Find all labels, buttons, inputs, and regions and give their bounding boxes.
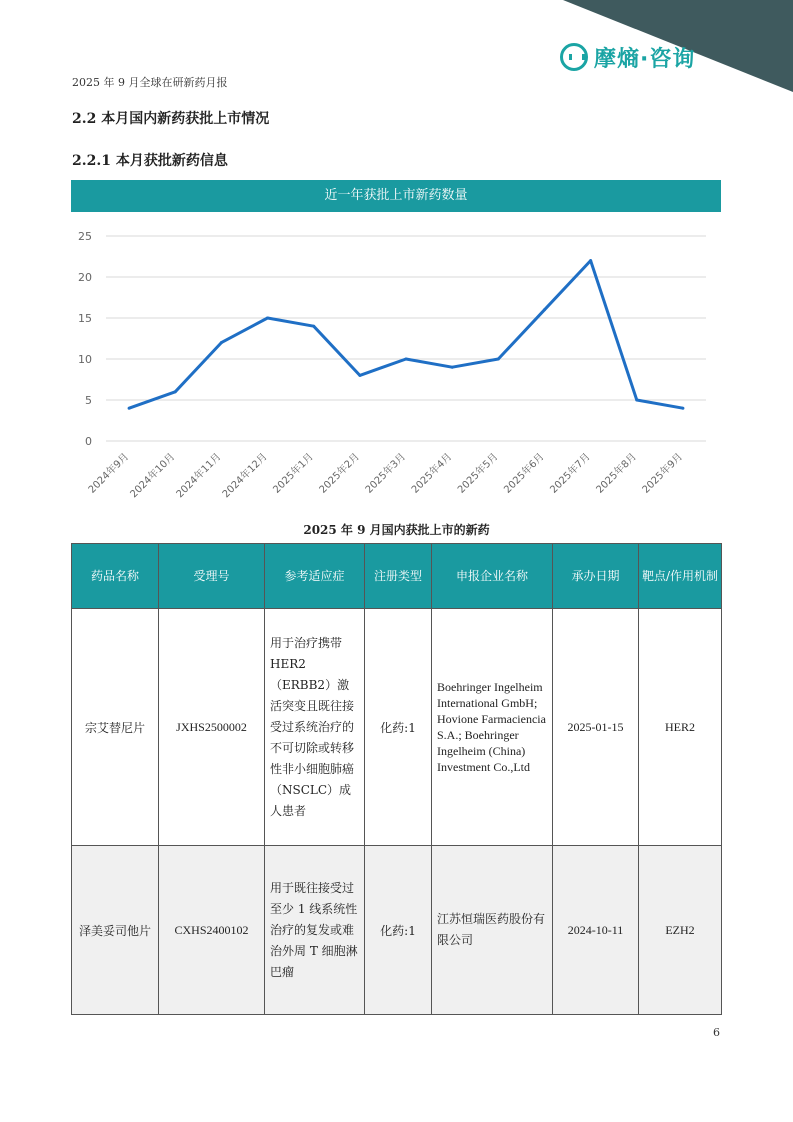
cell-target: EZH2: [639, 846, 722, 1015]
col-header-drug-name: 药品名称: [72, 544, 159, 609]
data-point: [266, 317, 269, 320]
data-point: [128, 407, 131, 410]
subsection-heading: 2.2.1 本月获批新药信息: [72, 153, 228, 169]
series-line: [129, 261, 683, 409]
y-tick-label: 20: [78, 271, 92, 284]
x-tick-label: 2025年2月: [317, 451, 362, 496]
cell-acceptance-no: CXHS2400102: [159, 846, 265, 1015]
chart-plot-area: [71, 212, 721, 510]
cell-applicant: 江苏恒瑞医药股份有限公司: [432, 846, 553, 1015]
y-tick-label: 0: [85, 435, 92, 448]
cell-applicant: Boehringer Ingelheim International GmbH; Hovione Farmaciencia S.A.; Boehringer Ingelheim (China) Investment Co.,Ltd: [432, 609, 553, 846]
brand-logo: [560, 40, 695, 74]
page-number: 6: [713, 1026, 720, 1039]
x-tick-label: 2025年5月: [456, 451, 501, 496]
x-tick-label: 2025年9月: [640, 451, 686, 496]
x-tick-label: 2025年4月: [409, 451, 455, 496]
logo-icon: [560, 43, 588, 71]
x-tick-label: 2024年9月: [86, 451, 132, 496]
x-tick-label: 2025年6月: [502, 451, 547, 496]
col-header-applicant: 申报企业名称: [432, 544, 553, 609]
data-point: [681, 407, 684, 410]
x-tick-label: 2025年1月: [271, 451, 316, 496]
drug-table: [71, 543, 722, 1015]
cell-target: HER2: [639, 609, 722, 846]
cell-reg-type: 化药:1: [365, 609, 432, 846]
data-point: [405, 358, 408, 361]
x-tick-label: 2025年7月: [548, 451, 593, 496]
logo-text: 摩熵·咨询: [594, 46, 696, 72]
y-tick-label: 5: [85, 394, 92, 407]
table-row: [72, 609, 722, 846]
cell-date: 2024-10-11: [553, 846, 639, 1015]
cell-reg-type: 化药:1: [365, 846, 432, 1015]
section-heading: 2.2 本月国内新药获批上市情况: [72, 111, 270, 127]
data-point: [220, 341, 223, 344]
col-header-target: 靶点/作用机制: [639, 544, 722, 609]
table-header-row: [72, 544, 722, 609]
col-header-reg-type: 注册类型: [365, 544, 432, 609]
data-point: [451, 366, 454, 369]
table-caption: 2025 年 9 月国内获批上市的新药: [303, 523, 490, 537]
x-tick-label: 2025年8月: [594, 451, 639, 496]
col-header-indication: 参考适应症: [265, 544, 365, 609]
chart-title: 近一年获批上市新药数量: [71, 180, 721, 212]
data-point: [635, 399, 638, 402]
data-point: [174, 390, 177, 393]
data-point: [543, 308, 546, 311]
running-header: 2025 年 9 月全球在研新药月报: [72, 76, 228, 89]
y-tick-label: 15: [78, 312, 92, 325]
cell-drug-name: 泽美妥司他片: [72, 846, 159, 1015]
line-chart: [71, 180, 721, 510]
x-tick-label: 2024年12月: [220, 451, 270, 501]
data-point: [589, 259, 592, 262]
y-tick-label: 10: [78, 353, 92, 366]
x-tick-label: 2025年3月: [363, 451, 409, 496]
x-tick-label: 2024年11月: [174, 451, 224, 501]
cell-indication: 用于治疗携带HER2（ERBB2）激活突变且既往接受过系统治疗的不可切除或转移性非小细胞肺癌（NSCLC）成人患者: [265, 609, 365, 846]
data-point: [312, 325, 315, 328]
data-point: [497, 358, 500, 361]
col-header-acceptance-no: 受理号: [159, 544, 265, 609]
cell-drug-name: 宗艾替尼片: [72, 609, 159, 846]
cell-date: 2025-01-15: [553, 609, 639, 846]
table-row: [72, 846, 722, 1015]
cell-indication: 用于既往接受过至少 1 线系统性治疗的复发或难治外周 T 细胞淋巴瘤: [265, 846, 365, 1015]
data-point: [358, 374, 361, 377]
y-tick-label: 25: [78, 230, 92, 243]
cell-acceptance-no: JXHS2500002: [159, 609, 265, 846]
x-tick-label: 2024年10月: [128, 451, 178, 501]
col-header-date: 承办日期: [553, 544, 639, 609]
